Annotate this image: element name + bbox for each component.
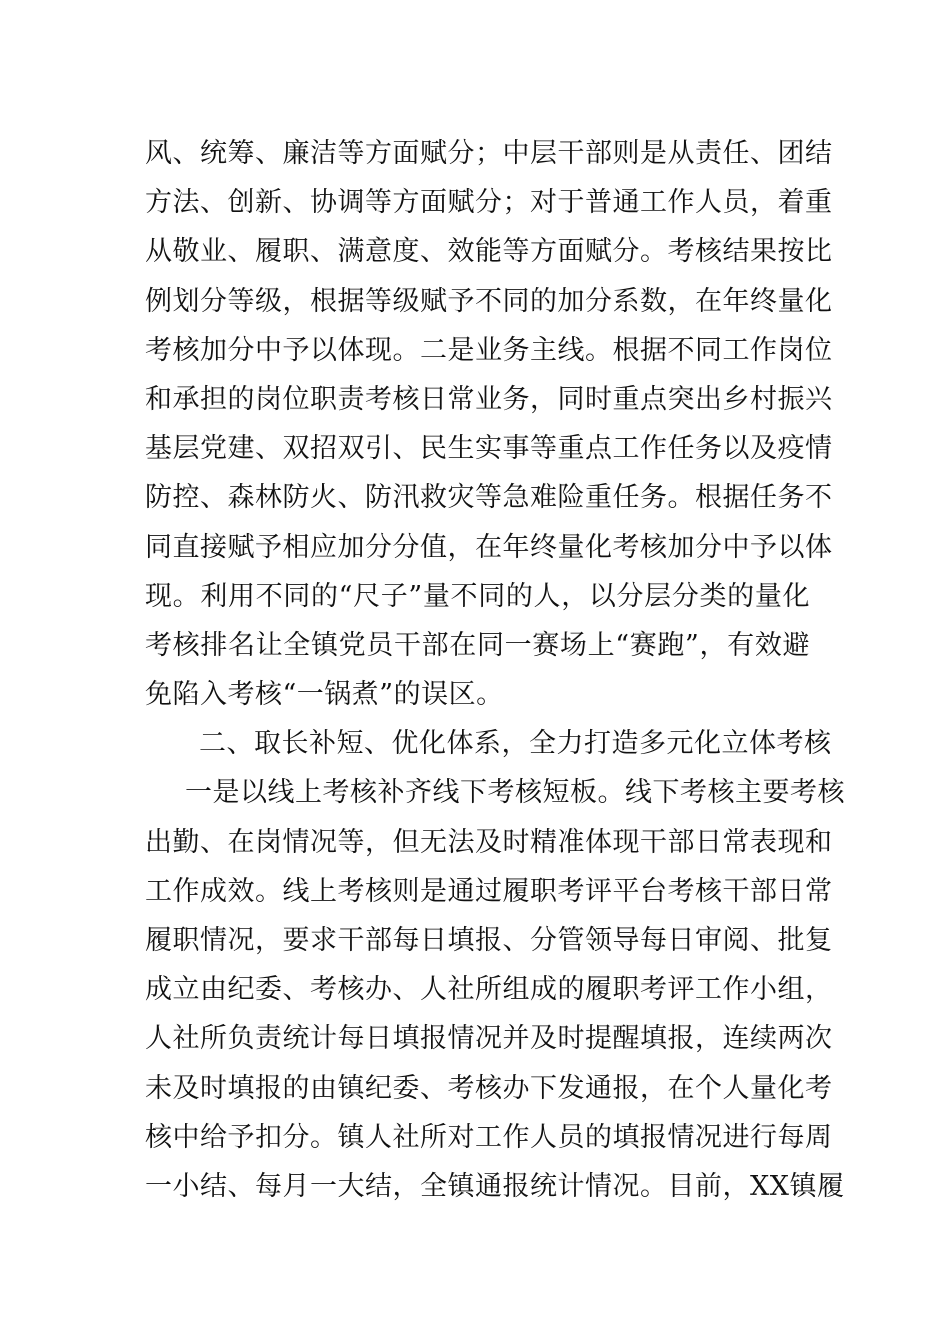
paragraph-line: 一是以线上考核补齐线下考核短板。线下考核主要考核	[185, 777, 845, 809]
paragraph-line: 方法、创新、协调等方面赋分；对于普通工作人员，着重	[145, 187, 833, 219]
paragraph-line: 出勤、在岗情况等，但无法及时精准体现干部日常表现和	[145, 826, 833, 858]
paragraph-line: 和承担的岗位职责考核日常业务，同时重点突出乡村振兴	[145, 383, 833, 415]
paragraph-line: 防控、森林防火、防汛救灾等急难险重任务。根据任务不	[145, 482, 833, 514]
paragraph-line: 履职情况，要求干部每日填报、分管领导每日审阅、批复	[145, 925, 833, 956]
paragraph-line: 未及时填报的由镇纪委、考核办下发通报，在个人量化考	[145, 1072, 833, 1104]
paragraph-line: 一小结、每月一大结，全镇通报统计情况。目前，XX镇履	[145, 1170, 845, 1202]
paragraph-line: 基层党建、双招双引、民生实事等重点工作任务以及疫情	[145, 433, 833, 465]
paragraph-line: 工作成效。线上考核则是通过履职考评平台考核干部日常	[145, 875, 833, 907]
document-body	[145, 129, 845, 1211]
section-heading: 二、取长补短、优化体系，全力打造多元化立体考核	[199, 728, 832, 760]
paragraph-line: 核中给予扣分。镇人社所对工作人员的填报情况进行每周	[145, 1121, 833, 1153]
paragraph-line: 人社所负责统计每日填报情况并及时提醒填报，连续两次	[145, 1023, 833, 1055]
paragraph-line: 同直接赋予相应加分分值，在年终量化考核加分中予以体	[145, 531, 833, 563]
paragraph-line: 从敬业、履职、满意度、效能等方面赋分。考核结果按比	[145, 236, 833, 268]
paragraph-line: 成立由纪委、考核办、人社所组成的履职考评工作小组，	[145, 974, 833, 1006]
paragraph-line: 免陷入考核“一锅煮”的误区。	[145, 679, 504, 711]
paragraph-line: 考核加分中予以体现。二是业务主线。根据不同工作岗位	[145, 334, 833, 366]
paragraph-line: 例划分等级，根据等级赋予不同的加分系数，在年终量化	[145, 285, 833, 317]
paragraph-line: 风、统筹、廉洁等方面赋分；中层干部则是从责任、团结	[145, 138, 833, 169]
paragraph-line: 现。利用不同的“尺子”量不同的人，以分层分类的量化	[145, 580, 810, 612]
paragraph-line: 考核排名让全镇党员干部在同一赛场上“赛跑”，有效避	[145, 629, 810, 661]
